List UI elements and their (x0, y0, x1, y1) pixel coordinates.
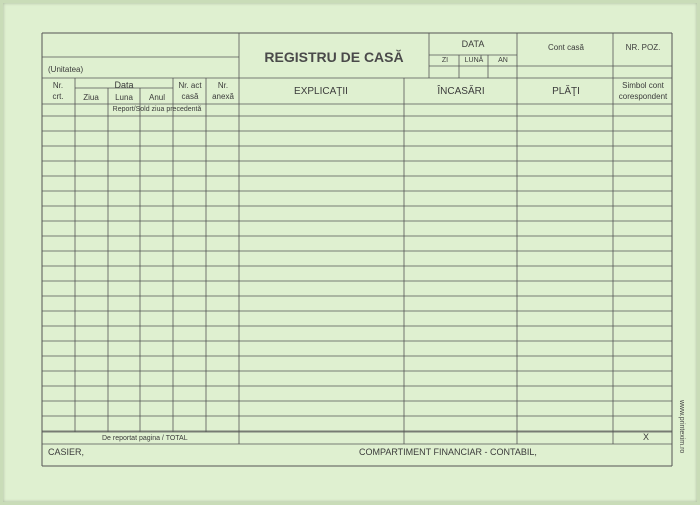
date-label: DATA (461, 39, 485, 49)
col-nr-anexa-line2: anexă (212, 92, 234, 101)
col-incasari: ÎNCASĂRI (437, 86, 485, 97)
col-anul: Anul (148, 93, 166, 102)
col-ziua: Ziua (83, 93, 99, 102)
col-simbol-line2: corespondent (618, 92, 668, 101)
total-x-mark: X (642, 432, 650, 442)
printer-website: www.printexim.ro (678, 400, 685, 454)
col-simbol-line1: Simbol cont (622, 81, 664, 90)
position-label: NR. POZ. (625, 43, 661, 52)
cashier-label: CASIER, (48, 447, 85, 457)
form-title: REGISTRU DE CASĂ (264, 49, 404, 65)
col-nr-act-line2: casă (181, 92, 199, 101)
col-nr-anexa-line1: Nr. (217, 81, 229, 90)
account-label: Cont casă (547, 43, 585, 52)
col-luna: Luna (115, 93, 133, 102)
col-plati: PLĂŢI (552, 86, 580, 97)
carry-out-label: De reportat pagina / TOTAL (102, 435, 188, 442)
month-label: LUNĂ (464, 57, 484, 64)
unit-label: (Unitatea) (48, 65, 84, 74)
department-label: COMPARTIMENT FINANCIAR - CONTABIL, (359, 447, 537, 457)
year-label: AN (498, 57, 508, 64)
col-nr-crt-line2: crt. (52, 92, 64, 101)
col-nr-crt-line1: Nr. (52, 81, 64, 90)
col-nr-act-line1: Nr. act (178, 81, 202, 90)
carry-in-label: Report/Sold ziua precedentă (112, 106, 202, 113)
col-explicatii: EXPLICAŢII (294, 86, 348, 97)
col-data: Data (114, 80, 134, 90)
day-label: ZI (441, 57, 449, 64)
